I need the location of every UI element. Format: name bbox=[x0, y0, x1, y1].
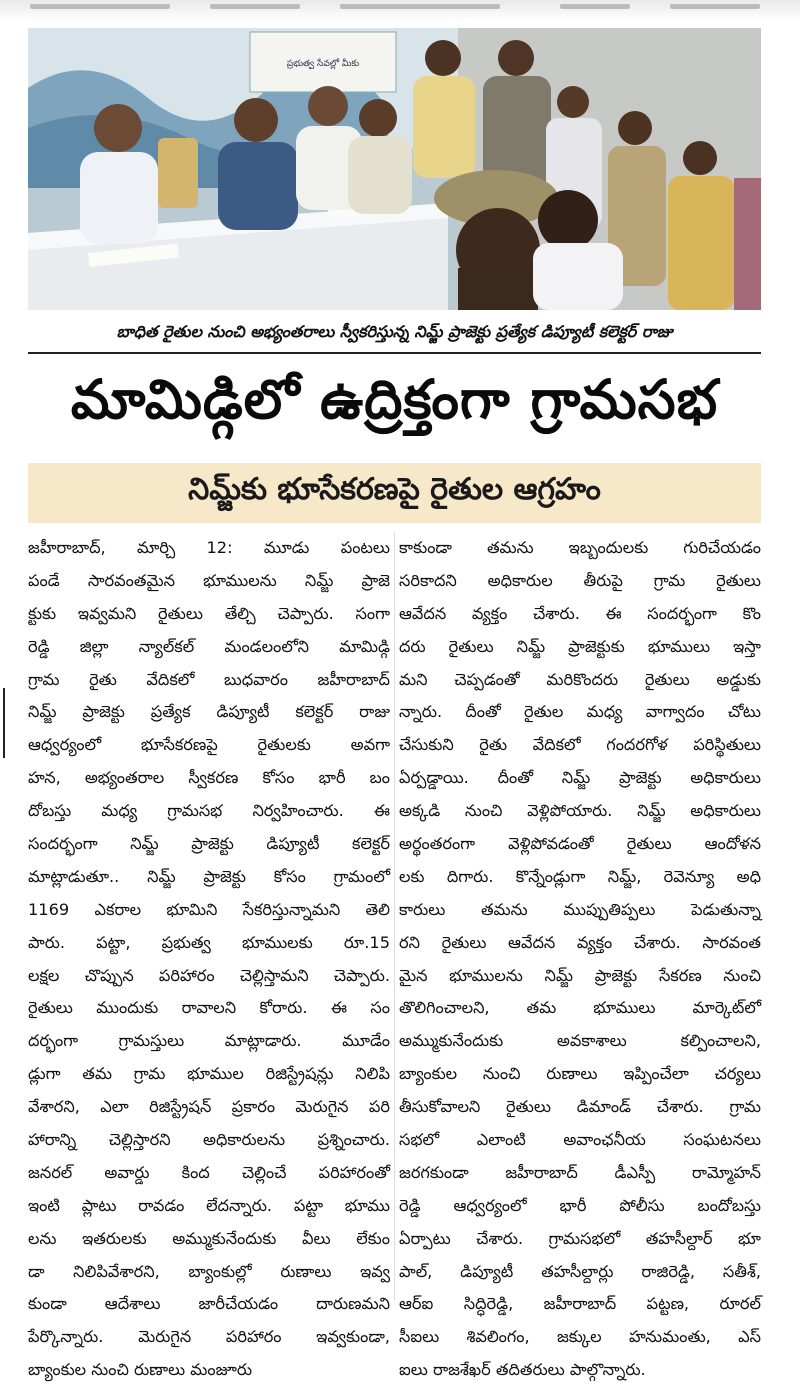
headline: మామిడ్గిలో ఉద్రిక్తంగా గ్రామసభ bbox=[70, 367, 719, 431]
article-body bbox=[28, 532, 761, 1380]
article-line: హన, అభ్యంతరాల స్వీకరణ కోసం భారీ బం bbox=[28, 768, 390, 788]
margin-mark bbox=[3, 688, 5, 758]
subheadline: నిమ్జ్‌కు భూసేకరణపై రైతుల ఆగ్రహం bbox=[28, 463, 761, 523]
article-line: సభలో ఎలాంటి అవాంఛనీయ సంఘటనలు bbox=[399, 1130, 761, 1150]
article-line: పేర్కొన్నారు. మెరుగైన పరిహారం ఇవ్వకుండా, bbox=[28, 1327, 390, 1347]
article-line: ఆర్‌ఐ సిద్ధిరెడ్డి, జహీరాబాద్ పట్టణ, రూరల్ bbox=[399, 1294, 761, 1314]
article-column-left bbox=[28, 532, 390, 1380]
article-line: జరగకుండా జహీరాబాద్ డీఎస్పీ రామ్మోహన్ bbox=[399, 1162, 761, 1182]
article-line: ఏర్పడ్డాయి. దీంతో నిమ్జ్ ప్రాజెక్టు అధికారులు bbox=[399, 768, 761, 788]
article-line: నిమ్జ్ ప్రాజెక్టు ప్రత్యేక డిప్యూటీ కలెక్టర్ రాజు bbox=[28, 702, 390, 722]
article-line: బ్యాంకుల నుంచి రుణాలు మంజూరు bbox=[28, 1360, 253, 1380]
article-line: అమ్ముకునేందుకు అవకాశాలు కల్పించాలని, bbox=[399, 1031, 761, 1051]
article-line: మని చెప్పడంతో మరికొందరు రైతులు అడ్డుకు bbox=[399, 669, 761, 689]
article-line: అర్థంతరంగా వెళ్లిపోవడంతో రైతులు ఆందోళన bbox=[399, 834, 761, 854]
previous-article-strip bbox=[0, 0, 800, 22]
article-line: తీసుకోవాలని రైతులు డిమాండ్ చేశారు. గ్రామ bbox=[399, 1097, 761, 1117]
article-line: గ్రామ రైతు వేదికలో బుధవారం జహీరాబాద్ bbox=[28, 669, 390, 689]
article-line: మాట్లాడుతూ.. నిమ్జ్ ప్రాజెక్టు కోసం గ్రామంలో bbox=[28, 866, 390, 886]
article-line: అక్కడి నుంచి వెళ్లిపోయారు. నిమ్జ్ అధికారులు bbox=[399, 801, 761, 821]
article-line: లక్షల చొప్పున పరిహారం చెల్లిస్తామని చెప్పారు. bbox=[28, 965, 390, 985]
article-line: జనరల్ అవార్డు కింద చెల్లించే పరిహారంతో bbox=[28, 1162, 390, 1182]
article-line: పారు. పట్టా, ప్రభుత్వ భూములకు రూ.15 bbox=[28, 932, 390, 952]
article-column-right bbox=[399, 532, 761, 1380]
article-line: హారాన్ని చెల్లిస్తారని అధికారులను ప్రశ్నించారు. bbox=[28, 1130, 390, 1150]
article-line: కుండా ఆదేశాలు జారీచేయడం దారుణమని bbox=[28, 1294, 390, 1314]
article-line: దర్భంగా గ్రామస్తులు మాట్లాడారు. మూడేం bbox=[28, 1031, 390, 1051]
article-line: రని రైతులు ఆవేదన వ్యక్తం చేశారు. సారవంత bbox=[399, 932, 761, 952]
article-line: పాల్, డిప్యూటీ తహసీల్దార్లు రాజిరెడ్డి, సతీశ్, bbox=[399, 1261, 761, 1281]
article-line: ఇంటి ప్లాటు రావడం లేదన్నారు. పట్టా భూము bbox=[28, 1195, 390, 1215]
article-line: లను ఇతరులకు అమ్ముకునేందుకు వీలు లేకుం bbox=[28, 1228, 390, 1248]
article-line: డా నిలిపివేశారని, బ్యాంకుల్లో రుణాలు ఇవ్వ bbox=[28, 1261, 390, 1281]
article-line: ఐలు రాజశేఖర్ తదితరులు పాల్గొన్నారు. bbox=[399, 1360, 646, 1380]
article-line: వేశారని, ఎలా రిజిస్ట్రేషన్ ప్రకారం మెరుగైన పరి bbox=[28, 1097, 390, 1117]
article-line: పండే సారవంతమైన భూములను నిమ్జ్ ప్రాజె bbox=[28, 570, 390, 590]
article-line: ఆవేదన వ్యక్తం చేశారు. ఈ సందర్భంగా కొం bbox=[399, 603, 761, 623]
article-line: సరికాదని అధికారుల తీరుపై గ్రామ రైతులు bbox=[399, 570, 761, 590]
article-line: ఏర్పాటు చేశారు. గ్రామసభలో తహసీల్దార్ భూ bbox=[399, 1228, 761, 1248]
article-line: లకు దిగారు. కొన్నేండ్లుగా నిమ్జ్, రెవెన్యూ అధి bbox=[399, 866, 761, 886]
article-line: మైన భూములను నిమ్జ్ ప్రాజెక్టు సేకరణ నుంచి bbox=[399, 965, 761, 985]
article-line: న్నారు. దీంతో రైతుల మధ్య వాగ్వాదం చోటు bbox=[399, 702, 761, 722]
article-line: క్టుకు ఇవ్వమని రైతులు తేల్చి చెప్పారు. సంగా bbox=[28, 603, 390, 623]
article-line: బ్యాంకుల నుంచి రుణాలు ఇప్పించేలా చర్యలు bbox=[399, 1064, 761, 1084]
article-line: కారులు తమను ముప్పుతిప్పలు పెడుతున్నా bbox=[399, 899, 761, 919]
article-line: ఆధ్వర్యంలో భూసేకరణపై రైతులకు అవగా bbox=[28, 735, 390, 755]
article-line: సీఐలు శివలింగం, జక్కుల హనుమంతు, ఎస్ bbox=[399, 1327, 761, 1347]
banner-text: ప్రభుత్వ సేవల్లో మీకు bbox=[286, 59, 360, 69]
article-line: రెడ్డి జిల్లా న్యాల్‌కల్ మండలంలోని మామిడ్గి bbox=[28, 636, 390, 656]
article-line: 1169 ఎకరాల భూమిని సేకరిస్తున్నామని తెలి bbox=[28, 899, 390, 919]
news-photo bbox=[28, 28, 761, 310]
photo-caption: బాధిత రైతుల నుంచి అభ్యంతరాలు స్వీకరిస్తున్న నిమ్జ్ ప్రాజెక్టు ప్రత్యేక డిప్యూటీ కలెక్టర్ రాజు bbox=[28, 314, 761, 354]
article-line: సందర్భంగా నిమ్జ్ ప్రాజెక్టు డిప్యూటీ కలెక్టర్ bbox=[28, 834, 390, 854]
article-line: తొలిగించాలని, తమ భూములు మార్కెట్‌లో bbox=[399, 998, 761, 1018]
article-line: రెడ్డి ఆధ్వర్యంలో భారీ పోలీసు బందోబస్తు bbox=[399, 1195, 761, 1215]
article-line: దరు రైతులు నిమ్జ్ ప్రాజెక్టుకు భూములు ఇస్తా bbox=[399, 636, 761, 656]
article-line: దోబస్తు మధ్య గ్రామసభ నిర్వహించారు. ఈ bbox=[28, 801, 390, 821]
article-line: జహీరాబాద్, మార్చి 12: మూడు పంటలు bbox=[28, 538, 390, 557]
article-line: చేసుకుని రైతు వేదికలో గందరగోళ పరిస్థితులు bbox=[399, 735, 761, 755]
article-line: రైతులు ముందుకు రావాలని కోరారు. ఈ సం bbox=[28, 998, 390, 1018]
article-line: డ్లుగా తమ గ్రామ భూముల రిజిస్ట్రేషన్లు నిలిపి bbox=[28, 1064, 390, 1084]
article-line: కాకుండా తమను ఇబ్బందులకు గురిచేయడం bbox=[399, 538, 761, 557]
